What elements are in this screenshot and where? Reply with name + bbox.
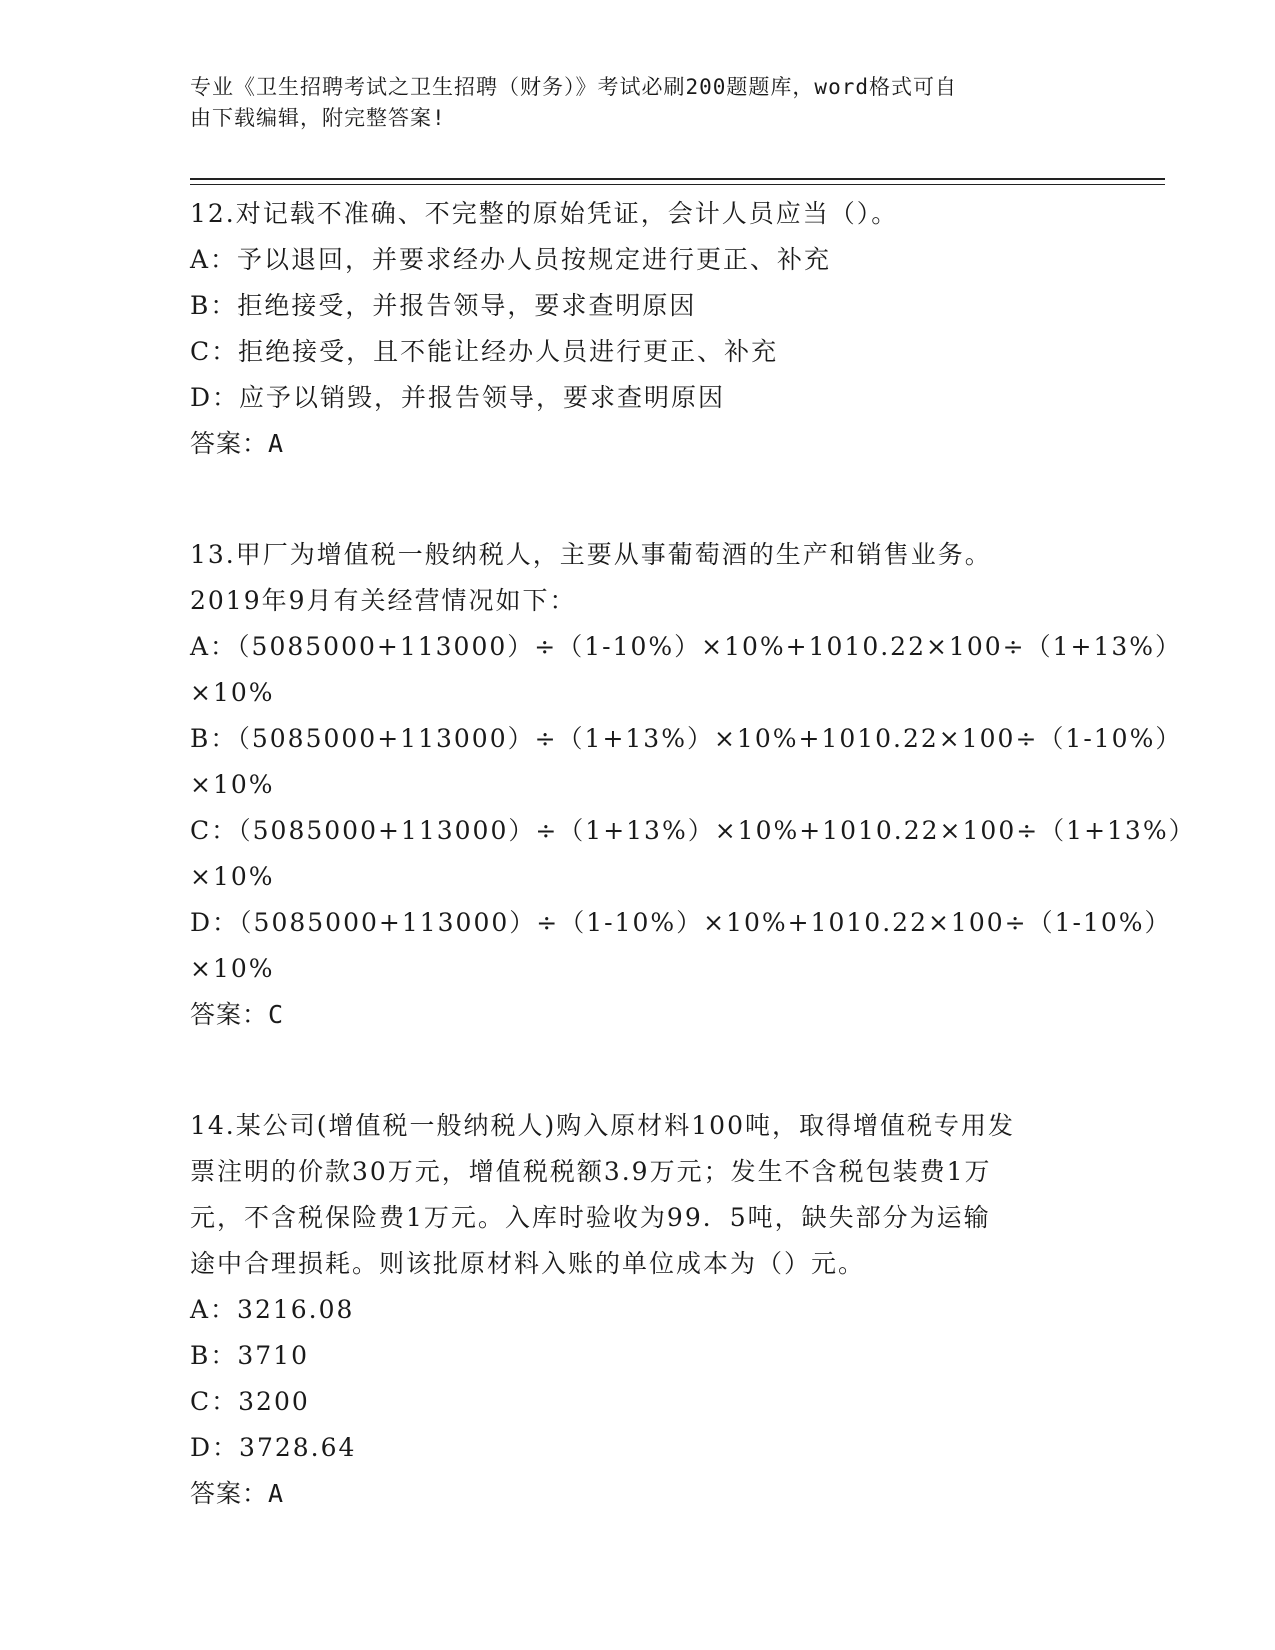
question-block-12 — [190, 191, 1090, 467]
answer-label: 答案：A — [190, 429, 285, 458]
question-stem-continued: 票注明的价款30万元，增值税税额3.9万元；发生不含税包装费1万 — [190, 1157, 992, 1186]
answer-label: 答案：A — [190, 1479, 285, 1508]
header-line-1: 专业《卫生招聘考试之卫生招聘（财务）》考试必刷200题题库，word格式可自 — [190, 75, 957, 99]
question-stem: 14.某公司(增值税一般纳税人)购入原材料100吨，取得增值税专用发 — [190, 1111, 1015, 1140]
question-stem-continued: 途中合理损耗。则该批原材料入账的单位成本为（）元。 — [190, 1249, 866, 1278]
question-block-13 — [190, 532, 1196, 1038]
option-b: B：拒绝接受，并报告领导，要求查明原因 — [190, 291, 697, 320]
option-b: B：（5085000+113000）÷（1+13%）×10%+1010.22×100÷（1-10%） — [190, 724, 1183, 753]
question-stem: 12.对记载不准确、不完整的原始凭证，会计人员应当（）。 — [190, 199, 899, 228]
question-spacer — [190, 467, 1090, 532]
option-a: A：（5085000+113000）÷（1-10%）×10%+1010.22×100÷（1+13%） — [190, 632, 1183, 661]
option-a-continued: ×10% — [190, 678, 275, 707]
option-a: A：3216.08 — [190, 1295, 355, 1324]
option-b-continued: ×10% — [190, 770, 275, 799]
answer-label: 答案：C — [190, 1000, 285, 1029]
question-list — [190, 191, 1196, 1517]
option-d: D：3728.64 — [190, 1433, 357, 1462]
option-c: C：3200 — [190, 1387, 310, 1416]
document-header — [190, 72, 1070, 134]
question-stem-continued: 2019年9月有关经营情况如下： — [190, 586, 577, 615]
option-c: C：拒绝接受，且不能让经办人员进行更正、补充 — [190, 337, 779, 366]
header-line-2: 由下载编辑，附完整答案! — [190, 106, 446, 130]
option-c-continued: ×10% — [190, 862, 275, 891]
question-spacer — [190, 1038, 1090, 1103]
question-stem: 13.甲厂为增值税一般纳税人，主要从事葡萄酒的生产和销售业务。 — [190, 540, 992, 569]
option-d: D：应予以销毁，并报告领导，要求查明原因 — [190, 383, 726, 412]
header-divider-thin — [190, 184, 1165, 185]
header-divider-thick — [190, 178, 1165, 180]
option-d-continued: ×10% — [190, 954, 275, 983]
option-d: D：（5085000+113000）÷（1-10%）×10%+1010.22×100÷（1-10%） — [190, 908, 1172, 937]
question-stem-continued: 元，不含税保险费1万元。入库时验收为99．5吨，缺失部分为运输 — [190, 1203, 991, 1232]
question-block-14 — [190, 1103, 1090, 1517]
option-a: A：予以退回，并要求经办人员按规定进行更正、补充 — [190, 245, 832, 274]
option-b: B：3710 — [190, 1341, 309, 1370]
option-c: C：（5085000+113000）÷（1+13%）×10%+1010.22×100÷（1+13%） — [190, 816, 1196, 845]
